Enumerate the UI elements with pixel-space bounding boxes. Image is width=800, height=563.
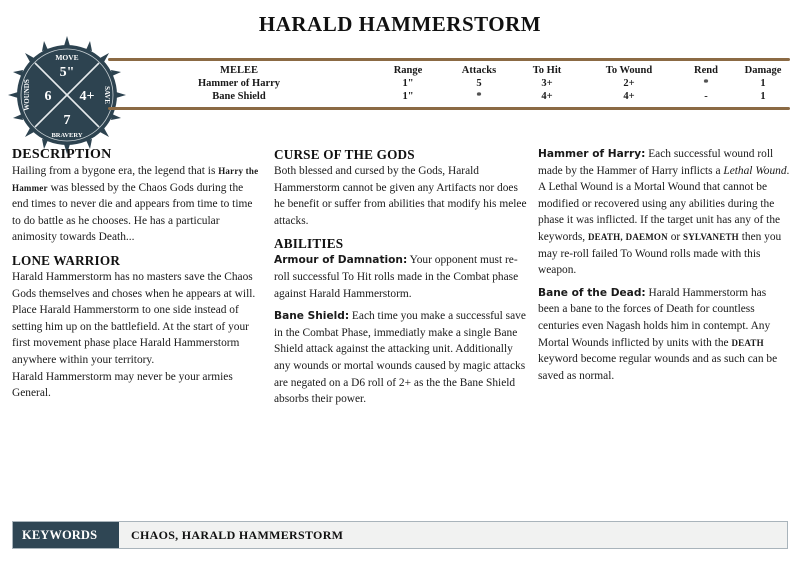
header-attacks: Attacks — [461, 65, 497, 76]
weapon-to-hit: 4+ — [541, 91, 553, 102]
weapon-to-wound: 4+ — [623, 91, 635, 102]
weapon-panel-top-border — [108, 58, 790, 61]
header-rend: Rend — [694, 65, 718, 76]
header-to-hit: To Hit — [532, 65, 562, 76]
description-heading: DESCRIPTION — [12, 147, 112, 162]
weapon-to-hit: 3+ — [541, 78, 553, 89]
warscroll-title: HARALD HAMMERSTORM — [258, 12, 542, 36]
description-text: Hailing from a bygone era, the legend that is Harry the Hammer was blessed by the Chaos Gods during the end times to never die and appears from time to time to do battle as he chooses. He has a particular animosity towards Death... — [12, 165, 259, 244]
move-label: MOVE — [55, 53, 79, 62]
weapon-attacks: * — [476, 91, 482, 102]
ability-name: Hammer of Harry: — [538, 148, 646, 160]
lone-warrior-text-2: Harald Hammerstorm may never be your armies General. — [12, 370, 233, 400]
wounds-value: 6 — [44, 89, 52, 104]
move-value: 5" — [59, 65, 75, 80]
column-left — [12, 146, 262, 402]
ability-armour-of-damnation: Armour of Damnation: Your opponent must re-roll successful To Hit rolls made in the Combat phase against Harald Hammerstorm. — [274, 254, 519, 300]
weapon-range: 1" — [402, 78, 414, 89]
weapon-row — [108, 90, 790, 103]
bravery-value: 7 — [63, 113, 71, 128]
weapon-table-header — [108, 64, 790, 77]
keywords-bar — [12, 521, 788, 549]
keywords-label: KEYWORDS — [13, 522, 119, 548]
weapon-name: Hammer of Harry — [197, 78, 281, 89]
weapon-row — [108, 77, 790, 90]
ability-bane-of-the-dead: Bane of the Dead: Harald Hammerstorm has been a bane to the forces of Death for countless centuries even Nagash holds him in contempt. Any Mortal Wounds inflicted by units with the DEATH keyword become regular wounds and as such can be saved as normal. — [538, 286, 778, 382]
weapon-table — [108, 64, 790, 103]
save-value: 4+ — [79, 89, 95, 104]
weapon-rend: * — [703, 78, 709, 89]
weapon-damage: 1 — [760, 91, 766, 102]
lone-warrior-heading: LONE WARRIOR — [12, 252, 121, 268]
header-damage: Damage — [744, 65, 782, 76]
weapon-panel — [108, 58, 790, 110]
column-middle — [274, 146, 528, 414]
keywords-value: CHAOS, HARALD HAMMERSTORM — [131, 528, 344, 542]
description-name: Harry the Hammer — [12, 166, 259, 193]
weapon-to-wound: 2+ — [623, 78, 635, 89]
weapon-damage: 1 — [760, 78, 766, 89]
ability-name: Bane of the Dead: — [538, 286, 646, 299]
ability-name: Bane Shield: — [274, 310, 350, 323]
save-label: SAVE — [103, 86, 111, 104]
header-melee: MELEE — [220, 65, 258, 76]
ability-hammer-of-harry: Hammer of Harry: Each successful wound roll made by the Hammer of Harry inflicts a Lethal Wound. A Lethal Wound is a Mortal Wound that cannot be modified or recovered using any abilities during the phase it was inflicted. If the target unit has any of the keywords, DEATH, DAEMON or SYLVANETH then you may re-roll failed To Wound rolls made with this weapon. — [538, 148, 790, 277]
weapon-attacks: 5 — [476, 78, 482, 89]
ability-bane-shield: Bane Shield: Each time you make a successful save in the Combat Phase, immediatly make a single Bane Shield attack against the attacking unit. Additionally any wounds or mortal wounds caused by magic attacks are negated on a D6 roll of 2+ as the the Bane Shield absorbs their power. — [274, 310, 526, 406]
curse-text: Both blessed and cursed by the Gods, Harald Hammerstorm cannot be given any Artifacts nor does he benefit or suffer from abilities that modify his melee attacks. — [274, 165, 527, 227]
header-to-wound: To Wound — [605, 65, 653, 76]
curse-heading: CURSE OF THE GODS — [274, 147, 415, 162]
header-range: Range — [393, 65, 423, 76]
lone-warrior-text: Harald Hammerstorm has no masters save the Chaos Gods themselves and choses when he appears at will. Place Harald Hammerstorm to one side instead of setting him up on the battlefield. At the start of your first movement phase place Harald Hammerstorm anywhere within your territory. — [12, 270, 256, 366]
abilities-heading: ABILITIES — [274, 236, 344, 252]
weapon-range: 1" — [402, 91, 414, 102]
weapon-name: Bane Shield — [212, 91, 266, 102]
weapon-panel-bottom-border — [108, 107, 790, 110]
column-right — [538, 146, 790, 390]
ability-name: Armour of Damnation: — [274, 254, 408, 267]
bravery-label: BRAVERY — [51, 132, 83, 139]
weapon-rend: - — [704, 91, 708, 102]
wounds-label: WOUNDS — [23, 79, 31, 111]
